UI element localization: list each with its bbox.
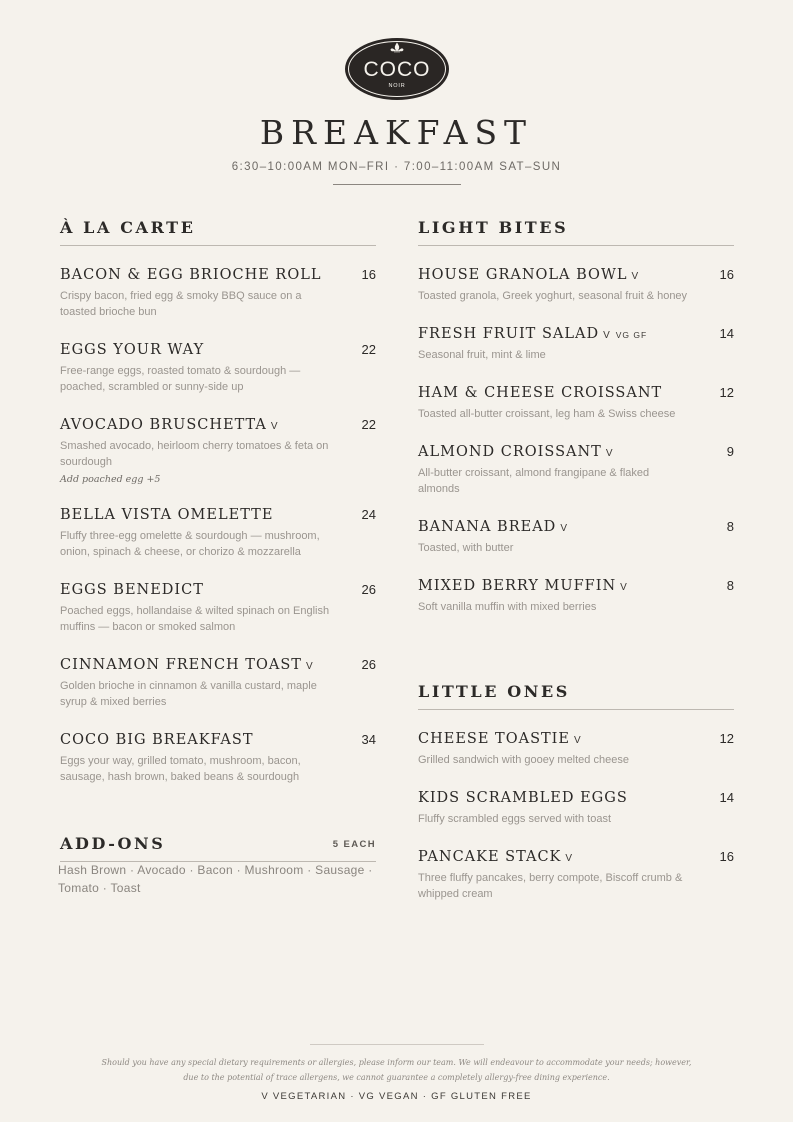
menu-item [418,266,734,304]
section-title: LIGHT BITES [418,218,569,237]
menu-item [60,416,376,485]
menu-item-price: 22 [361,342,376,357]
menu-item-header [60,506,376,524]
menu-item-name: EGGS BENEDICT [60,582,204,598]
dietary-tag: VG GF [615,330,648,340]
menu-item-price: 16 [719,849,734,864]
menu-item-name: HOUSE GRANOLA BOWL [418,267,628,283]
menu-item-price: 8 [726,578,734,593]
menu-item-name: AVOCADO BRUSCHETTA [60,417,267,433]
menu-item-header [60,656,376,674]
dietary-tag: V [605,448,614,459]
menu-item-header [60,581,376,599]
menu-item-header [418,325,734,343]
dietary-tag: V [565,853,574,864]
menu-item [60,506,376,560]
menu-item-price: 14 [719,790,734,805]
menu-item [60,656,376,710]
section-heading [60,218,376,246]
menu-item [418,789,734,827]
opening-hours: 6:30–10:00AM MON–FRI · 7:00–11:00AM SAT–SUN [231,161,562,173]
menu-item-description: Seasonal fruit, mint & lime [418,349,546,361]
menu-item-name: HAM & CHEESE CROISSANT [418,385,663,401]
menu-item-price: 34 [361,732,376,747]
menu-item-description: Smashed avocado, heirloom cherry tomatoes & feta on sourdough [60,440,329,468]
menu-item [418,730,734,768]
page-title: BREAKFAST [259,113,534,152]
menu-item-description: Three fluffy pancakes, berry compote, Biscoff crumb & whipped cream [418,872,683,900]
dietary-tag: V [603,330,611,341]
menu-item-title [60,731,254,749]
little-ones-section [418,682,734,923]
menu-item-description: Crispy bacon, fried egg & smoky BBQ sauce on a toasted brioche bun [60,290,302,318]
menu-item-header [418,789,734,807]
menu-item-name: COCO BIG BREAKFAST [60,732,254,748]
dietary-tag: V [305,661,314,672]
logo-subword: NOIR [388,83,406,89]
menu-item-description: Free-range eggs, roasted tomato & sourdough — poached, scrambled or sunny-side up [60,365,301,393]
menu-item-price: 8 [726,519,734,534]
add-ons-list: Hash Brown · Avocado · Bacon · Mushroom · Sausage · Tomato · Toast [58,863,373,895]
menu-item-description: Golden brioche in cinnamon & vanilla custard, maple syrup & mixed berries [60,680,317,708]
menu-item-title [418,325,647,343]
logo-wordmark: COCO [363,58,431,81]
menu-item-description: All-butter croissant, almond frangipane & flaked almonds [418,467,650,495]
menu-item-title [60,266,321,284]
add-ons-price-note: 5 EACH [332,839,376,850]
menu-item [418,325,734,363]
menu-item-title [60,506,273,524]
menu-item-title [60,656,314,674]
menu-item-description: Soft vanilla muffin with mixed berries [418,601,597,613]
menu-item [60,581,376,635]
menu-item-list [60,266,376,785]
menu-item-title [418,789,628,807]
menu-item-price: 16 [719,267,734,282]
menu-item-name: ALMOND CROISSANT [418,444,602,460]
menu-item-header [418,518,734,536]
dietary-tag: V [631,271,640,282]
menu-item-price: 14 [719,326,734,341]
menu-item-title [418,848,573,866]
dietary-tag: V [620,582,628,593]
menu-item-description: Poached eggs, hollandaise & wilted spinach on English muffins — bacon or smoked salmon [60,605,330,633]
menu-item [60,341,376,395]
menu-item-price: 26 [361,582,376,597]
menu-item-list [418,730,734,902]
menu-item-header [418,848,734,866]
hours-divider [333,184,461,185]
menu-item-header [418,443,734,461]
menu-item-header [418,384,734,402]
add-ons-section [60,834,376,862]
dietary-tag: V [560,523,568,534]
menu-item-title [418,577,628,595]
allergy-disclaimer: Should you have any special dietary requirements or allergies, please inform our team. We will endeavour to accommodate your needs; however, due to the potential of trace allergens, we cannot guarantee a completely allergy-free dining experience. [101,1058,692,1082]
menu-item-title [60,341,204,359]
menu-item-title [418,730,582,748]
menu-item [418,518,734,556]
menu-item-price: 22 [361,417,376,432]
menu-item [418,443,734,497]
menu-item-price: 16 [361,267,376,282]
menu-item-title [60,581,204,599]
menu-item-title [418,266,639,284]
menu-item-description: Grilled sandwich with gooey melted cheese [418,754,629,766]
dietary-tag: V [270,421,279,432]
dietary-legend: V VEGETARIAN · VG VEGAN · GF GLUTEN FREE [261,1091,532,1102]
menu-item-price: 26 [361,657,376,672]
menu-item-description: Fluffy scrambled eggs served with toast [418,813,611,825]
menu-item-name: KIDS SCRAMBLED EGGS [418,790,628,806]
menu-item-header [60,416,376,434]
section-heading [60,834,376,862]
menu-item-header [60,341,376,359]
section-heading [418,682,734,710]
menu-item-description: Toasted granola, Greek yoghurt, seasonal fruit & honey [418,290,688,302]
menu-item-description: Eggs your way, grilled tomato, mushroom, bacon, sausage, hash brown, baked beans & sourdough [60,755,301,783]
menu-item-title [418,518,568,536]
menu-item-name: EGGS YOUR WAY [60,342,205,358]
menu-item-description: Toasted all-butter croissant, leg ham & Swiss cheese [418,408,676,420]
section-title: À LA CARTE [60,218,196,237]
menu-item [60,266,376,320]
menu-item-name: PANCAKE STACK [418,849,562,865]
menu-item-header [60,731,376,749]
menu-item-title [60,416,279,434]
footer-divider [310,1044,484,1045]
section-title: LITTLE ONES [418,682,570,701]
menu-item-description: Toasted, with butter [418,542,514,554]
menu-item-name: FRESH FRUIT SALAD [418,326,600,342]
coco-noir-logo [344,37,450,101]
menu-item-header [418,730,734,748]
menu-item-name: BANANA BREAD [418,519,557,535]
menu-item-title [418,443,614,461]
menu-item-price: 24 [361,507,376,522]
menu-item-description: Fluffy three-egg omelette & sourdough — mushroom, onion, spinach & cheese, or chorizo & mozzarella [60,530,320,558]
section-title: ADD-ONS [60,834,166,853]
menu-item-price: 9 [726,444,734,459]
dietary-tag: V [573,735,582,746]
menu-item-name: MIXED BERRY MUFFIN [418,578,617,594]
menu-item-name: CINNAMON FRENCH TOAST [60,657,302,673]
menu-item-name: BACON & EGG BRIOCHE ROLL [60,267,322,283]
menu-item-header [418,577,734,595]
light-bites-section [418,218,734,636]
menu-item-price: 12 [719,731,734,746]
menu-item [60,731,376,785]
menu-item [418,577,734,615]
menu-item-title [418,384,662,402]
menu-item-addon-note: Add poached egg +5 [60,474,161,485]
a-la-carte-section [60,218,376,806]
menu-item-list [418,266,734,615]
menu-item [418,848,734,902]
menu-item-price: 12 [719,385,734,400]
menu-item [418,384,734,422]
menu-item-header [418,266,734,284]
menu-item-header [60,266,376,284]
menu-item-name: CHEESE TOASTIE [418,731,570,747]
menu-item-name: BELLA VISTA OMELETTE [60,507,274,523]
section-heading [418,218,734,246]
